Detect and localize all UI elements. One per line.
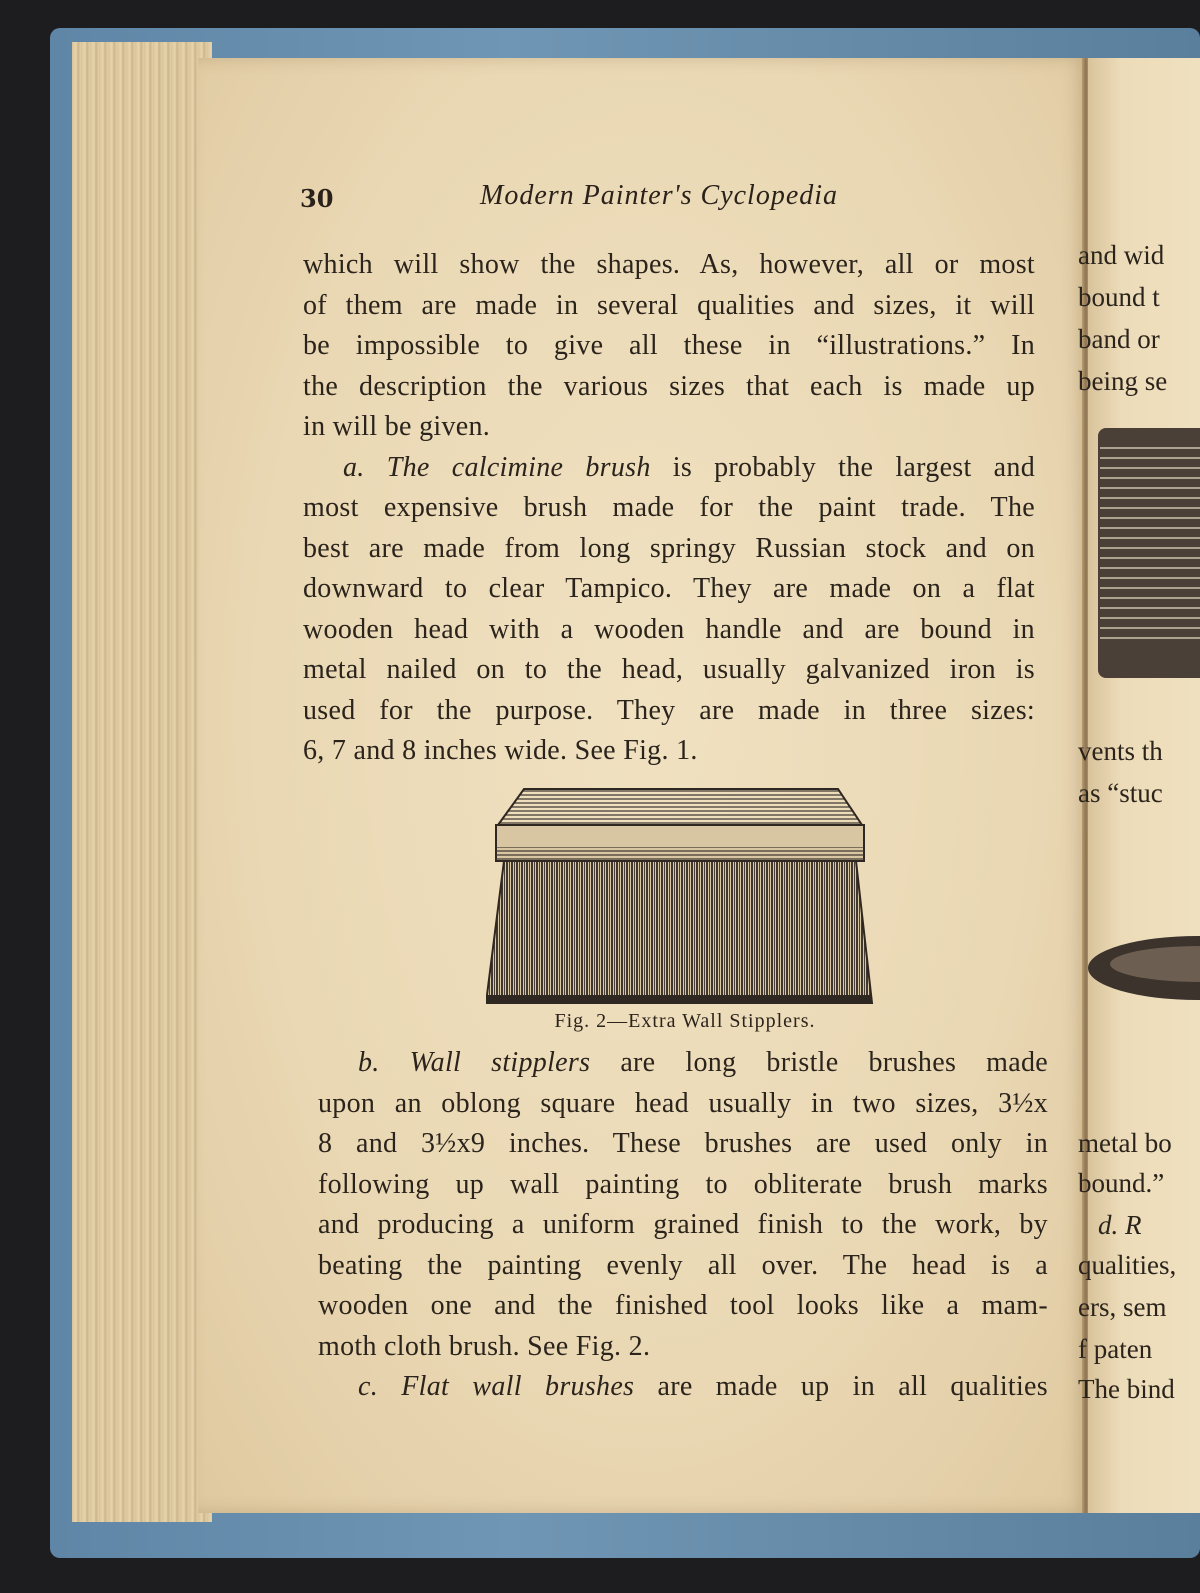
text-line: which will show the shapes. As, however, all or most: [303, 249, 1035, 280]
right-page-line: band or: [1078, 324, 1160, 354]
page-number: 30: [300, 184, 334, 213]
right-page-line: metal bo: [1078, 1128, 1172, 1158]
text-line: upon an oblong square head usually in two sizes, 3½x: [318, 1087, 1048, 1119]
text-run: are made up in all qualities: [634, 1371, 1048, 1402]
right-page-line: d. R: [1098, 1210, 1142, 1240]
paragraph-label: c.: [358, 1371, 379, 1402]
text-line: following up wall painting to obliterate brush marks: [318, 1168, 1048, 1200]
paragraph-a-first-line: [303, 448, 1035, 489]
right-page-line: f paten: [1078, 1334, 1153, 1364]
wall-stippler-illustration: [486, 785, 878, 1005]
text-line: wooden one and the finished tool looks like a mam-: [318, 1290, 1048, 1321]
page-header: [300, 180, 1060, 220]
text-line: be impossible to give all these in “illustrations.” In: [303, 330, 1035, 361]
text-line: downward to clear Tampico. They are made on a flat: [303, 573, 1035, 604]
right-page-line: vents th: [1078, 736, 1163, 766]
text-line: moth cloth brush. See Fig. 2.: [318, 1330, 651, 1362]
text-line: beating the painting evenly all over. The head is a: [318, 1249, 1048, 1281]
right-page-line: ers, sem: [1078, 1292, 1167, 1322]
text-block-upper: [303, 245, 1035, 772]
text-run: is probably the largest and: [650, 451, 1036, 483]
text-line: 8 and 3½x9 inches. These brushes are used only in: [318, 1128, 1048, 1159]
term-wall-stipplers: Wall stipplers: [409, 1047, 591, 1078]
paragraph-c-first-line: [318, 1367, 1048, 1408]
paragraph-b-first-line: [318, 1043, 1048, 1084]
text-line: used for the purpose. They are made in three sizes:: [303, 694, 1035, 726]
right-page-line: being se: [1078, 366, 1168, 396]
text-line: metal nailed on to the head, usually galvanized iron is: [303, 654, 1035, 685]
text-line: in will be given.: [303, 411, 491, 442]
text-line: most expensive brush made for the paint trade. The: [303, 492, 1035, 523]
running-title: Modern Painter's Cyclopedia: [480, 180, 839, 211]
text-run: are long bristle brushes made: [590, 1047, 1048, 1078]
right-page-line: and wid: [1078, 240, 1165, 270]
figure-caption: Fig. 2—Extra Wall Stipplers.: [554, 1010, 816, 1032]
right-page-line: qualities,: [1078, 1250, 1177, 1280]
brush-illustration-fragment-oval: [1088, 928, 1200, 1008]
term-calcimine-brush: The calcimine brush: [386, 451, 651, 483]
term-flat-wall-brushes: Flat wall brushes: [401, 1371, 635, 1402]
text-line: the description the various sizes that each is made up: [303, 370, 1035, 402]
right-page-line: bound.”: [1078, 1168, 1165, 1198]
text-line: wooden head with a wooden handle and are bound in: [303, 613, 1035, 645]
text-line: and producing a uniform grained finish to the work, by: [318, 1209, 1048, 1240]
paragraph-label: a.: [343, 451, 365, 483]
text-line: 6, 7 and 8 inches wide. See Fig. 1.: [303, 735, 698, 766]
text-line: of them are made in several qualities and sizes, it will: [303, 289, 1035, 321]
brush-illustration-fragment-top: [1098, 428, 1200, 688]
paragraph-label: b.: [358, 1047, 380, 1078]
text-line: best are made from long springy Russian stock and on: [303, 532, 1035, 564]
page-edges: [72, 42, 212, 1522]
text-block-lower: [318, 1043, 1048, 1408]
right-page-line: The bind: [1078, 1374, 1175, 1404]
right-page-line: as “stuc: [1078, 778, 1163, 808]
right-page-line: bound t: [1078, 282, 1160, 312]
